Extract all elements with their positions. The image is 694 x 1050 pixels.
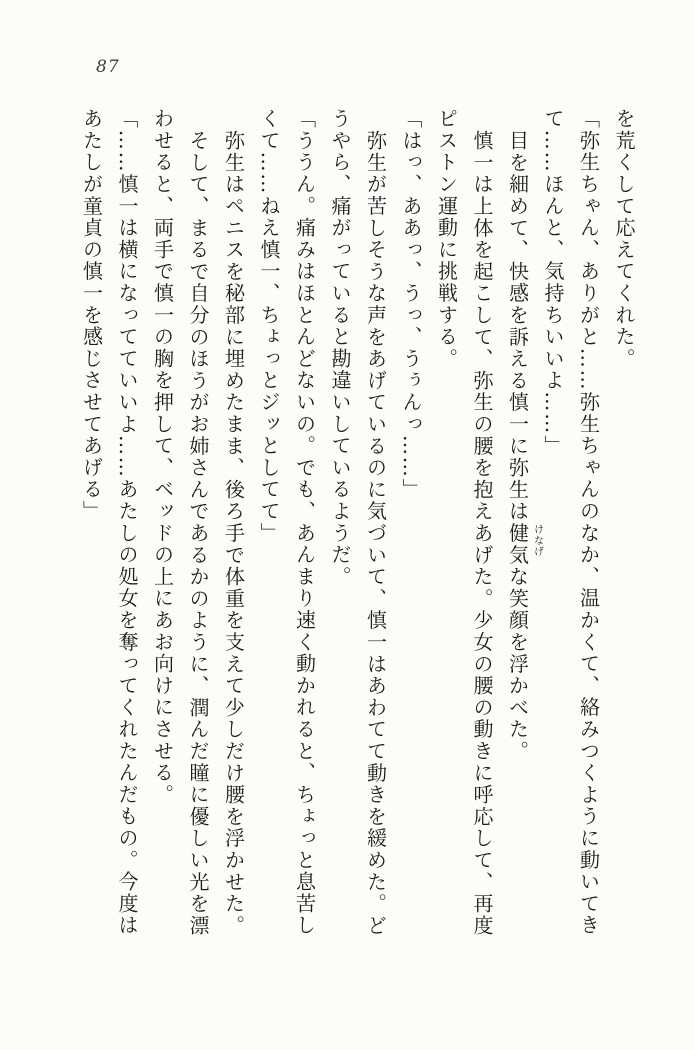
column-text: を荒くして応えてくれた。 — [612, 108, 636, 370]
text-column — [541, 108, 565, 457]
column-text: 弥生はペニスを秘部に埋めたまま、後ろ手で体重を支えて少しだけ腰を浮かせた。 — [221, 130, 246, 937]
column-text: ピストン運動に挑戦する。 — [434, 108, 459, 370]
column-text: 目を細めて、快感を訴える慎一に弥生は健気な笑顔を浮かべた。 — [505, 130, 530, 763]
text-column — [328, 108, 352, 588]
text-column — [222, 130, 246, 937]
text-column — [399, 108, 423, 500]
column-text: 「……慎一は横になってていいよ……あたしの処女を奪ってくれたんだもの。今度は — [115, 108, 139, 937]
column-text: 弥生が苦しそうな声をあげているのに気づいて、慎一はあわてて動きを緩めた。ど — [363, 130, 388, 937]
column-text: くて……ねえ慎一、ちょっとジッとしてて」 — [257, 108, 281, 544]
column-text: 「弥生ちゃん、ありがと……弥生ちゃんのなか、温かくて、絡みつくように動いてき — [576, 108, 601, 937]
text-column — [293, 108, 317, 936]
column-text: 慎一は上体を起こして、弥生の腰を抱えあげた。少女の腰の動きに呼応して、再度 — [470, 130, 494, 937]
text-column — [470, 130, 494, 937]
column-text: て……ほんと、気持ちいいよ……」 — [541, 108, 565, 457]
text-column — [80, 108, 104, 522]
text-column — [577, 108, 601, 936]
text-column — [186, 130, 210, 937]
text-column — [257, 108, 281, 544]
column-text: そして、まるで自分のほうがお姉さんであるかのように、潤んだ瞳に優しい光を漂 — [186, 130, 210, 937]
text-column — [364, 130, 388, 937]
column-text: わせると、両手で慎一の胸を押して、ベッドの上にあお向けにさせる。 — [150, 108, 175, 806]
column-text: うやら、痛がっていると勘違いしているようだ。 — [328, 108, 352, 588]
column-text: 「ううん。痛みはほとんどないの。でも、あんまり速く動かれると、ちょっと息苦し — [292, 108, 317, 937]
column-text: あたしが童貞の慎一を感じさせてあげる」 — [79, 108, 104, 523]
text-column — [115, 108, 139, 936]
furigana: けなげ — [531, 524, 543, 558]
page-number: 87 — [96, 57, 120, 77]
text-column — [435, 108, 459, 370]
column-text: 「はっ、ああっ、うっ、うぅんっ……」 — [399, 108, 423, 501]
text-column — [151, 108, 175, 806]
text-column — [612, 108, 636, 370]
text-column — [505, 130, 543, 763]
